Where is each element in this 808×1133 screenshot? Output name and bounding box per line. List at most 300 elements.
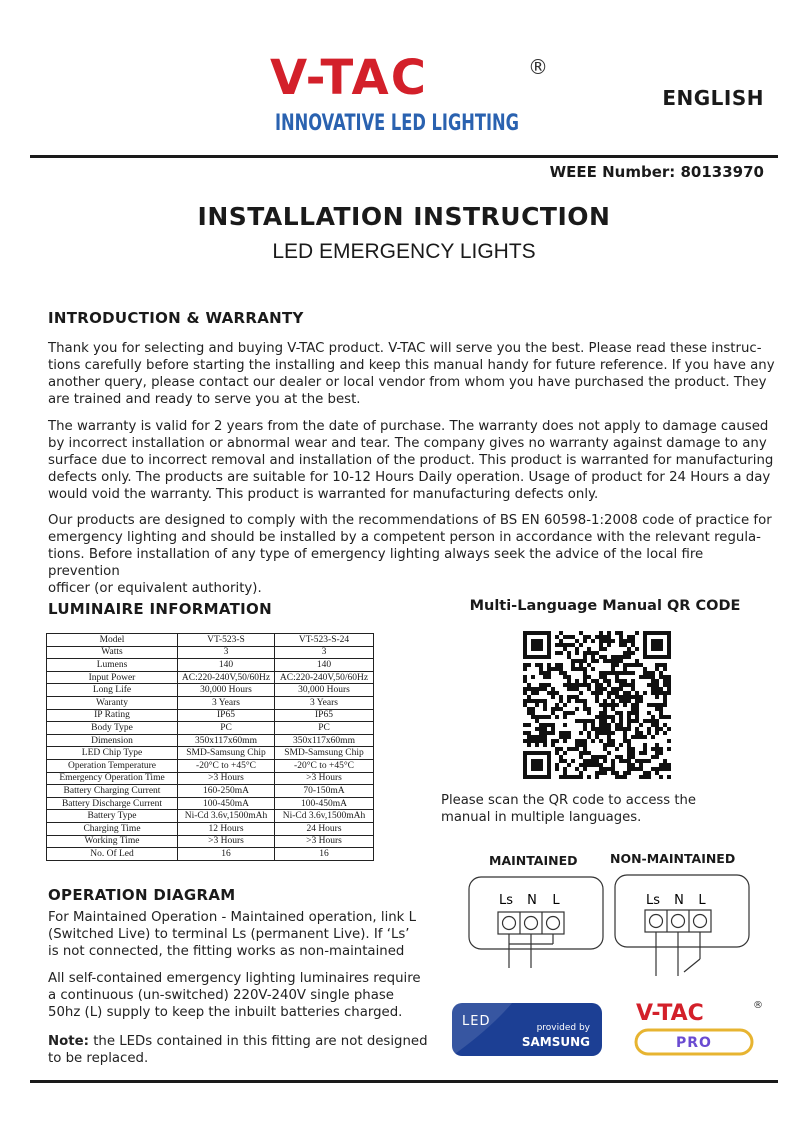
qr-module	[599, 639, 603, 643]
qr-module	[651, 679, 655, 683]
qr-finder	[651, 639, 663, 651]
qr-module	[623, 735, 627, 739]
qr-module	[551, 723, 555, 727]
qr-module	[591, 667, 595, 671]
qr-module	[631, 651, 635, 655]
qr-module	[615, 723, 619, 727]
qr-module	[663, 675, 667, 679]
qr-module	[611, 691, 615, 695]
qr-module	[571, 687, 575, 691]
page-title: INSTALLATION INSTRUCTION	[197, 202, 611, 231]
table-row	[47, 671, 374, 684]
text-line: (Switched Live) to terminal Ls (permanent Live). If ‘Ls’	[48, 927, 410, 942]
qr-module	[567, 699, 571, 703]
qr-module	[627, 671, 631, 675]
qr-module	[603, 743, 607, 747]
qr-module	[603, 771, 607, 775]
qr-module	[615, 671, 619, 675]
qr-module	[647, 683, 651, 687]
qr-module	[535, 719, 539, 723]
qr-module	[587, 731, 591, 735]
qr-module	[575, 707, 579, 711]
luminaire-heading: LUMINAIRE INFORMATION	[48, 600, 272, 618]
spec-value-cell: VT-523-S	[178, 634, 275, 647]
qr-module	[635, 659, 639, 663]
qr-module	[627, 639, 631, 643]
qr-module	[591, 651, 595, 655]
qr-module	[627, 743, 631, 747]
qr-module	[559, 735, 563, 739]
qr-module	[643, 775, 647, 779]
qr-module	[579, 751, 583, 755]
qr-module	[611, 767, 615, 771]
qr-module	[599, 715, 603, 719]
qr-module	[603, 659, 607, 663]
qr-module	[623, 643, 627, 647]
qr-module	[611, 663, 615, 667]
qr-module	[575, 739, 579, 743]
qr-module	[607, 659, 611, 663]
qr-module	[539, 735, 543, 739]
qr-module	[583, 739, 587, 743]
qr-module	[527, 683, 531, 687]
spec-value-cell: 12 Hours	[178, 822, 275, 835]
qr-code[interactable]	[523, 631, 671, 779]
spec-label-cell: Battery Charging Current	[47, 785, 178, 798]
qr-module	[583, 727, 587, 731]
terminal-housing	[615, 875, 749, 947]
qr-module	[567, 679, 571, 683]
qr-module	[623, 727, 627, 731]
qr-module	[595, 731, 599, 735]
spec-value-cell: >3 Hours	[275, 772, 374, 785]
qr-module	[595, 683, 599, 687]
qr-module	[559, 667, 563, 671]
qr-module	[595, 699, 599, 703]
qr-module	[643, 747, 647, 751]
qr-module	[635, 631, 639, 635]
qr-module	[655, 755, 659, 759]
intro-paragraph-1	[48, 340, 778, 408]
qr-module	[667, 739, 671, 743]
qr-module	[647, 703, 651, 707]
qr-module	[587, 651, 591, 655]
qr-module	[535, 703, 539, 707]
qr-module	[603, 755, 607, 759]
qr-module	[643, 691, 647, 695]
qr-module	[587, 663, 591, 667]
qr-finder	[547, 631, 551, 659]
spec-value-cell: IP65	[275, 709, 374, 722]
qr-module	[607, 735, 611, 739]
qr-module	[639, 663, 643, 667]
qr-module	[623, 771, 627, 775]
qr-finder	[643, 631, 647, 659]
qr-module	[631, 763, 635, 767]
qr-module	[563, 771, 567, 775]
qr-module	[619, 755, 623, 759]
qr-module	[579, 771, 583, 775]
spec-value-cell: 3	[275, 646, 374, 659]
table-row	[47, 722, 374, 735]
qr-module	[603, 707, 607, 711]
qr-module	[567, 763, 571, 767]
qr-module	[551, 739, 555, 743]
qr-module	[527, 663, 531, 667]
spec-value-cell: 140	[178, 659, 275, 672]
qr-module	[527, 711, 531, 715]
text-line: tions carefully before starting the installing and keep this manual handy for future reference. If you have any	[48, 358, 775, 373]
qr-module	[635, 731, 639, 735]
terminal-screw	[547, 917, 560, 930]
qr-module	[563, 731, 567, 735]
spec-value-cell: Ni-Cd 3.6v,1500mAh	[275, 810, 374, 823]
qr-module	[635, 711, 639, 715]
spec-label-cell: Waranty	[47, 696, 178, 709]
qr-module	[647, 675, 651, 679]
qr-module	[603, 727, 607, 731]
qr-module	[579, 763, 583, 767]
qr-module	[523, 679, 527, 683]
qr-module	[627, 759, 631, 763]
qr-module	[659, 711, 663, 715]
qr-module	[571, 759, 575, 763]
qr-module	[627, 739, 631, 743]
qr-module	[523, 731, 527, 735]
qr-module	[603, 687, 607, 691]
spec-value-cell: AC:220-240V,50/60Hz	[275, 671, 374, 684]
qr-module	[623, 683, 627, 687]
text-line: are trained and ready to serve you at the best.	[48, 392, 361, 407]
qr-module	[603, 655, 607, 659]
qr-module	[559, 759, 563, 763]
qr-module	[539, 687, 543, 691]
qr-module	[667, 683, 671, 687]
qr-module	[659, 751, 663, 755]
qr-module	[535, 687, 539, 691]
qr-module	[639, 731, 643, 735]
text-line: The warranty is valid for 2 years from the date of purchase. The warranty does not apply to damage caused	[48, 419, 769, 434]
qr-module	[655, 731, 659, 735]
qr-module	[659, 707, 663, 711]
qr-module	[627, 655, 631, 659]
qr-module	[631, 695, 635, 699]
qr-module	[627, 651, 631, 655]
qr-module	[551, 743, 555, 747]
qr-module	[535, 699, 539, 703]
qr-module	[627, 663, 631, 667]
qr-module	[655, 687, 659, 691]
qr-module	[559, 747, 563, 751]
qr-module	[595, 635, 599, 639]
qr-module	[563, 703, 567, 707]
qr-module	[527, 707, 531, 711]
terminal-label-ls: Ls	[498, 893, 514, 908]
qr-module	[535, 743, 539, 747]
table-row	[47, 810, 374, 823]
qr-module	[591, 759, 595, 763]
qr-module	[603, 639, 607, 643]
qr-module	[555, 767, 559, 771]
qr-module	[543, 735, 547, 739]
qr-module	[567, 651, 571, 655]
intro-paragraph-3	[48, 512, 778, 597]
qr-module	[639, 675, 643, 679]
qr-module	[547, 667, 551, 671]
qr-module	[527, 735, 531, 739]
qr-module	[555, 739, 559, 743]
qr-module	[635, 727, 639, 731]
qr-module	[615, 679, 619, 683]
qr-note	[441, 792, 761, 826]
qr-module	[627, 683, 631, 687]
table-row	[47, 734, 374, 747]
qr-module	[647, 727, 651, 731]
qr-module	[583, 655, 587, 659]
qr-module	[571, 683, 575, 687]
terminal-label-n: N	[527, 893, 537, 908]
qr-module	[555, 715, 559, 719]
maintained-label: MAINTAINED	[489, 853, 578, 868]
spec-value-cell: Ni-Cd 3.6v,1500mAh	[178, 810, 275, 823]
qr-module	[559, 775, 563, 779]
qr-module	[611, 639, 615, 643]
qr-module	[623, 651, 627, 655]
qr-module	[615, 655, 619, 659]
qr-module	[547, 663, 551, 667]
qr-module	[603, 699, 607, 703]
operation-paragraph-1	[48, 909, 428, 960]
qr-module	[575, 719, 579, 723]
qr-module	[623, 655, 627, 659]
qr-module	[651, 723, 655, 727]
qr-module	[551, 711, 555, 715]
qr-module	[583, 723, 587, 727]
qr-module	[555, 707, 559, 711]
qr-module	[591, 723, 595, 727]
qr-module	[555, 763, 559, 767]
terminal-screw	[503, 917, 516, 930]
qr-module	[607, 691, 611, 695]
qr-module	[599, 739, 603, 743]
qr-module	[583, 703, 587, 707]
spec-value-cell: 70-150mA	[275, 785, 374, 798]
qr-module	[655, 663, 659, 667]
qr-module	[655, 743, 659, 747]
table-row	[47, 848, 374, 861]
qr-module	[611, 763, 615, 767]
qr-module	[591, 691, 595, 695]
text-line: All self-contained emergency lighting luminaires require	[48, 971, 421, 986]
qr-module	[523, 691, 527, 695]
qr-module	[615, 727, 619, 731]
qr-module	[659, 747, 663, 751]
qr-module	[551, 707, 555, 711]
non-maintained-label: NON-MAINTAINED	[610, 851, 736, 866]
qr-module	[599, 771, 603, 775]
qr-module	[663, 763, 667, 767]
qr-module	[611, 687, 615, 691]
qr-module	[579, 631, 583, 635]
qr-module	[531, 707, 535, 711]
qr-module	[595, 651, 599, 655]
spec-label-cell: Emergency Operation Time	[47, 772, 178, 785]
qr-module	[607, 731, 611, 735]
qr-finder	[643, 631, 671, 635]
qr-module	[651, 675, 655, 679]
qr-module	[627, 711, 631, 715]
qr-module	[631, 635, 635, 639]
qr-module	[543, 675, 547, 679]
qr-module	[635, 719, 639, 723]
spec-value-cell: 3 Years	[275, 696, 374, 709]
qr-module	[591, 655, 595, 659]
footer-divider	[30, 1080, 778, 1083]
qr-module	[635, 735, 639, 739]
qr-module	[543, 715, 547, 719]
qr-module	[659, 663, 663, 667]
terminal-label-l: L	[698, 893, 706, 908]
qr-module	[563, 723, 567, 727]
qr-module	[583, 759, 587, 763]
spec-label-cell: Input Power	[47, 671, 178, 684]
qr-module	[583, 659, 587, 663]
qr-module	[579, 731, 583, 735]
text-line: emergency lighting and should be installed by a competent person in accordance with the relevant regula-	[48, 530, 761, 545]
qr-module	[595, 679, 599, 683]
qr-module	[571, 663, 575, 667]
qr-module	[595, 763, 599, 767]
qr-module	[595, 687, 599, 691]
vtac-logo	[270, 48, 570, 138]
qr-module	[619, 671, 623, 675]
qr-module	[659, 703, 663, 707]
qr-module	[647, 759, 651, 763]
maintained-diagram	[466, 872, 606, 982]
qr-module	[615, 771, 619, 775]
qr-module	[623, 703, 627, 707]
qr-module	[643, 735, 647, 739]
qr-module	[639, 699, 643, 703]
qr-module	[595, 735, 599, 739]
qr-module	[563, 775, 567, 779]
text-line: surface due to incorrect removal and installation of the product. This product is warranted for manufacturing	[48, 453, 774, 468]
table-row	[47, 772, 374, 785]
table-row	[47, 822, 374, 835]
qr-module	[575, 699, 579, 703]
spec-value-cell: >3 Hours	[178, 835, 275, 848]
qr-module	[623, 663, 627, 667]
qr-module	[599, 711, 603, 715]
qr-module	[631, 671, 635, 675]
qr-module	[547, 683, 551, 687]
qr-module	[619, 759, 623, 763]
terminal-screw	[672, 915, 685, 928]
qr-module	[563, 759, 567, 763]
qr-module	[567, 747, 571, 751]
qr-module	[615, 675, 619, 679]
qr-module	[543, 699, 547, 703]
intro-heading: INTRODUCTION & WARRANTY	[48, 309, 304, 327]
qr-module	[623, 691, 627, 695]
qr-module	[627, 763, 631, 767]
qr-finder	[643, 655, 671, 659]
qr-module	[599, 723, 603, 727]
qr-module	[579, 691, 583, 695]
text-line: Our products are designed to comply with the recommendations of BS EN 60598-1:2008 code of practice for	[48, 513, 772, 528]
qr-module	[591, 679, 595, 683]
qr-module	[643, 671, 647, 675]
qr-title: Multi-Language Manual QR CODE	[469, 598, 741, 614]
qr-module	[667, 715, 671, 719]
qr-module	[531, 711, 535, 715]
qr-module	[567, 655, 571, 659]
qr-module	[659, 727, 663, 731]
qr-module	[575, 639, 579, 643]
qr-module	[619, 699, 623, 703]
qr-module	[631, 679, 635, 683]
qr-module	[615, 711, 619, 715]
qr-module	[667, 687, 671, 691]
qr-module	[567, 695, 571, 699]
operation-paragraph-2	[48, 970, 428, 1021]
qr-module	[555, 667, 559, 671]
qr-module	[659, 687, 663, 691]
qr-module	[643, 759, 647, 763]
qr-module	[667, 691, 671, 695]
qr-module	[615, 659, 619, 663]
qr-module	[595, 691, 599, 695]
qr-module	[567, 711, 571, 715]
text-line: another query, please contact our dealer or local vendor from whom you have purchased the product. They	[48, 375, 767, 390]
qr-module	[599, 763, 603, 767]
qr-module	[559, 663, 563, 667]
qr-module	[663, 667, 667, 671]
provided-by-text: provided by	[536, 1023, 590, 1033]
qr-module	[551, 731, 555, 735]
qr-module	[535, 739, 539, 743]
qr-module	[535, 727, 539, 731]
spec-label-cell: Watts	[47, 646, 178, 659]
qr-module	[563, 671, 567, 675]
qr-module	[603, 731, 607, 735]
qr-finder	[523, 631, 551, 635]
spec-value-cell: 3	[178, 646, 275, 659]
qr-module	[611, 655, 615, 659]
qr-module	[611, 667, 615, 671]
qr-module	[639, 763, 643, 767]
qr-module	[615, 631, 619, 635]
qr-module	[627, 719, 631, 723]
qr-module	[663, 759, 667, 763]
table-row	[47, 759, 374, 772]
text-line: by incorrect installation or abnormal wear and tear. The company gives no warranty against damage to any	[48, 436, 767, 451]
qr-module	[535, 663, 539, 667]
qr-module	[627, 695, 631, 699]
qr-module	[659, 767, 663, 771]
spec-value-cell: 100-450mA	[275, 797, 374, 810]
qr-module	[607, 683, 611, 687]
qr-module	[663, 683, 667, 687]
spec-value-cell: 350x117x60mm	[275, 734, 374, 747]
qr-module	[619, 727, 623, 731]
luminaire-table	[46, 633, 374, 861]
qr-module	[607, 739, 611, 743]
qr-module	[611, 759, 615, 763]
qr-module	[619, 715, 623, 719]
qr-module	[619, 631, 623, 635]
spec-value-cell: 16	[178, 848, 275, 861]
